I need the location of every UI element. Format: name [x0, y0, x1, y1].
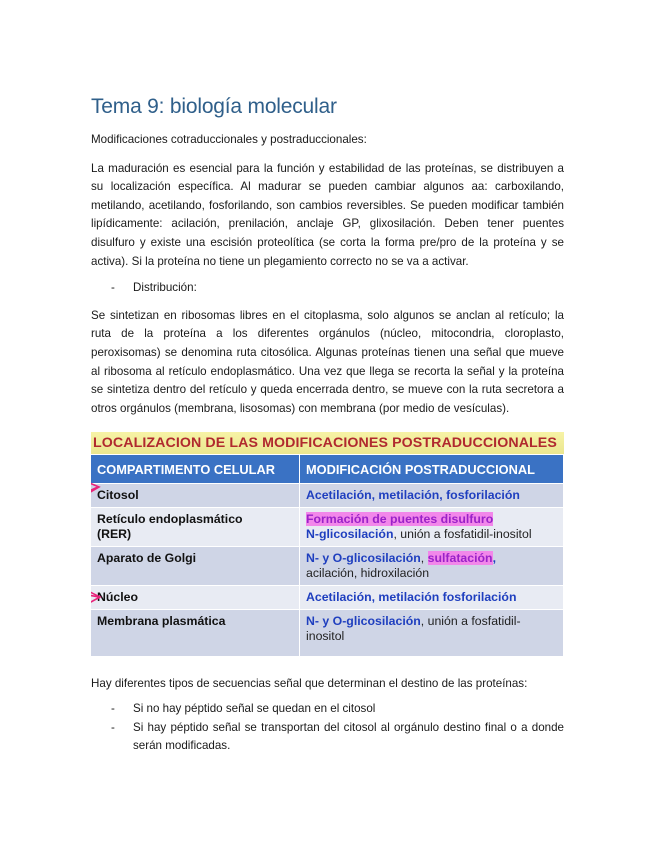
- mod-text-plain: inositol: [306, 629, 345, 644]
- paragraph-secuencias: Hay diferentes tipos de secuencias señal que determinan el destino de las proteínas:: [91, 677, 528, 691]
- bullet-text: Si hay péptido señal se transportan del citosol al orgánulo destino final o a donde serán modificadas.: [133, 720, 564, 753]
- bullet-dash: -: [111, 281, 115, 295]
- bullet-con-peptido: [91, 719, 564, 756]
- figure-heading: LOCALIZACION DE LAS MODIFICACIONES POSTRADUCCIONALES: [91, 432, 564, 454]
- row-nucleo-mod: [300, 586, 564, 610]
- bullet-text: Distribución:: [133, 281, 197, 295]
- modifications-figure: [91, 432, 564, 659]
- mod-text-plain: acilación, hidroxilación: [306, 566, 430, 581]
- highlighted-mod-text: Formación de puentes disulfuro: [306, 512, 494, 527]
- table-row: [91, 508, 564, 547]
- row-membrana-comp: Membrana plasmática: [91, 610, 300, 657]
- page-title: Tema 9: biología molecular: [91, 95, 337, 118]
- row-citosol-comp: Citosol: [91, 484, 300, 508]
- comp-text: (RER): [97, 527, 132, 542]
- comp-text: Retículo endoplasmático: [97, 512, 243, 527]
- bullet-sin-peptido: [91, 700, 564, 719]
- mod-text: ,: [492, 551, 496, 566]
- document-page: [91, 95, 564, 756]
- row-nucleo-comp: Núcleo: [91, 586, 300, 610]
- mod-text-plain: , unión a fosfatidil-inositol: [393, 527, 532, 542]
- row-golgi-mod: [300, 547, 564, 586]
- table-row: [91, 586, 564, 610]
- row-reticulo-mod: [300, 508, 564, 547]
- row-membrana-mod: [300, 610, 564, 657]
- row-reticulo-comp: [91, 508, 300, 547]
- table-header-row: [91, 455, 564, 484]
- bullet-text: Si no hay péptido señal se quedan en el citosol: [133, 701, 376, 715]
- paragraph-distribucion: Se sintetizan en ribosomas libres en el citoplasma, solo algunos se anclan al retículo; la ruta de la proteína a los diferentes orgánulos (núcleo, mitocondria, cloroplasto, peroxisomas) se denomina ruta citosólica. Algunas proteínas tienen una señal que mueve al ribosoma al retículo endoplasmático. Una vez que llega se recorta la señal y la proteína se sintetiza dentro del retículo y queda encerrada dentro, se mueve con la ruta secretora a otros orgánulos (membrana, lisosomas) con membrana (por medio de vesículas).: [91, 308, 564, 415]
- bullet-dash: -: [111, 701, 115, 715]
- mod-text-plain: , unión a fosfatidil-: [420, 614, 521, 629]
- modifications-table: [91, 455, 564, 656]
- header-compartimento: COMPARTIMENTO CELULAR: [91, 455, 300, 484]
- bullet-dash: -: [111, 720, 115, 734]
- mod-text: Acetilación, metilación, fosforilación: [306, 488, 520, 503]
- row-golgi-comp: Aparato de Golgi: [91, 547, 300, 586]
- mod-text: Acetilación, metilación fosforilación: [306, 590, 517, 605]
- paragraph-maduracion: La maduración es esencial para la función y estabilidad de las proteínas, se distribuyen a su localización específica. Al madurar se pueden cambiar algunos aa: carboxilando, metilando, acetilando, fosforilando, son cambios reversibles. Se pueden modificar también lipídicamente: acilación, prenilación, anclaje GP, glixosilación. Deben tener puentes disulfuro y existe una escisión proteolítica (se corta la forma pre/pro de la proteína y se activa). Si la proteína no tiene un plegamiento correcto no se va a activar.: [91, 161, 564, 268]
- highlighted-mod-text: sulfatación: [427, 551, 493, 566]
- mod-text-plain: ,: [420, 551, 428, 566]
- bullet-distribucion: [91, 279, 564, 298]
- table-row: [91, 484, 564, 508]
- table-row: [91, 610, 564, 657]
- row-citosol-mod: [300, 484, 564, 508]
- mod-text: N- y O-glicosilación: [306, 614, 421, 629]
- mod-text: N-glicosilación: [306, 527, 394, 542]
- table-row: [91, 547, 564, 586]
- subheading: Modificaciones cotraduccionales y postraduccionales:: [91, 133, 367, 146]
- mod-text: N- y O-glicosilación: [306, 551, 421, 566]
- header-modificacion: MODIFICACIÓN POSTRADUCCIONAL: [300, 455, 564, 484]
